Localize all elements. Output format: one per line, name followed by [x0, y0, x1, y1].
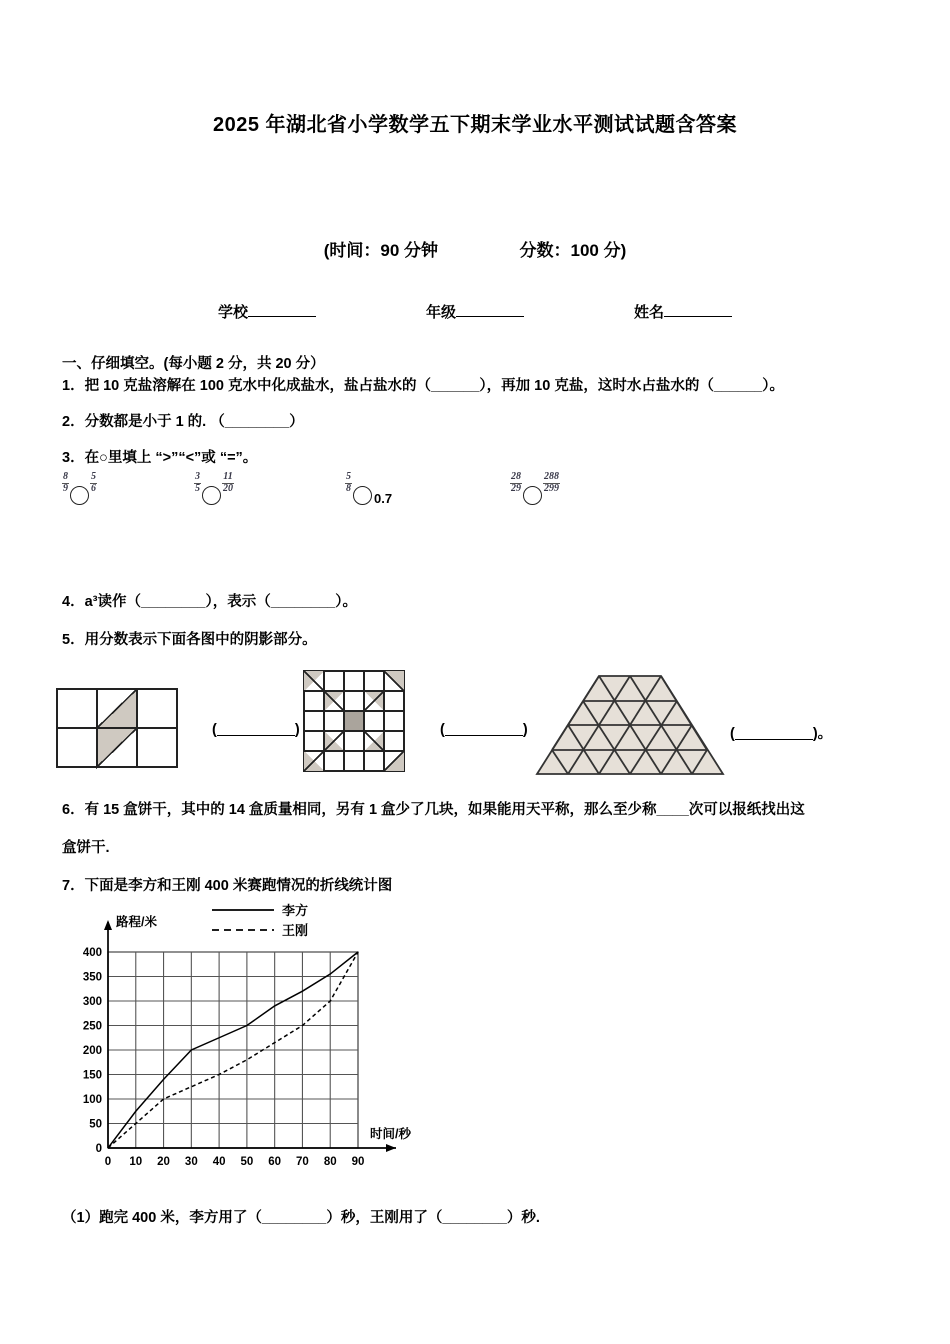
figure-triangle-trapezoid: [535, 674, 725, 786]
question-7-sub1: （1）跑完 400 米，李方用了（________）秒，王刚用了（________）秒.: [62, 1210, 540, 1226]
field-name-input[interactable]: [664, 316, 732, 317]
comparison-circle-4[interactable]: [523, 486, 542, 505]
svg-text:王刚: 王刚: [282, 923, 309, 938]
student-id-fields: [0, 301, 950, 322]
figure-3-answer-blank[interactable]: ( )。: [730, 726, 833, 742]
field-school-label: 学校: [217, 304, 248, 321]
comparison-row: [62, 471, 762, 536]
svg-text:80: 80: [323, 1156, 337, 1168]
fraction-left-3: $\frac{5}{8}$: [346, 471, 351, 494]
question-3: 3．在○里填上 “>”“<”或 “=”。: [62, 450, 258, 466]
field-school-input[interactable]: [248, 316, 316, 317]
figure-1-answer-blank[interactable]: ( ): [212, 722, 300, 738]
section-one-heading: 一、仔细填空。(每小题 2 分，共 20 分）: [62, 356, 325, 372]
question-4: 4．a³读作（________），表示（________）。: [62, 594, 357, 610]
figure-1-blank[interactable]: [217, 735, 295, 736]
figure-2-blank[interactable]: [445, 735, 523, 736]
question-7: 7．下面是李方和王刚 400 米赛跑情况的折线统计图: [62, 878, 393, 894]
comparison-item-2: [194, 471, 234, 498]
fraction-left-2: $\frac{3}{5}$: [195, 471, 200, 494]
exam-score-label: 分数：100 分): [519, 241, 627, 260]
comparison-item-1: [62, 471, 97, 498]
svg-text:20: 20: [157, 1156, 170, 1168]
question-1: 1．把 10 克盐溶解在 100 克水中化成盐水，盐占盐水的（______），再加 10 克盐，这时水占盐水的（______）。: [62, 378, 784, 394]
exam-time-label: (时间：90 分钟: [323, 241, 439, 260]
svg-text:路程/米: 路程/米: [116, 915, 157, 929]
svg-text:0: 0: [104, 1156, 112, 1168]
chart-svg: [62, 900, 462, 1190]
comparison-circle-2[interactable]: [202, 486, 221, 505]
fraction-right-2: $\frac{11}{20}$: [223, 471, 233, 494]
field-grade: [426, 301, 524, 322]
line-chart: [62, 900, 462, 1190]
fraction-right-1: $\frac{5}{6}$: [91, 471, 96, 494]
comparison-item-3: [345, 471, 393, 506]
figure-grid-3x2: [56, 688, 196, 788]
field-name: [634, 301, 732, 322]
svg-text:90: 90: [351, 1156, 365, 1168]
question-5: 5．用分数表示下面各图中的阴影部分。: [62, 632, 317, 648]
svg-text:50: 50: [240, 1156, 254, 1168]
svg-text:200: 200: [82, 1045, 102, 1057]
exam-info: [0, 236, 950, 261]
fraction-left-1: $\frac{8}{9}$: [63, 471, 68, 494]
figure-grid-5x5: [303, 670, 418, 780]
decimal-value-3: 0.7: [374, 491, 393, 506]
comparison-item-4: [510, 471, 560, 498]
field-grade-input[interactable]: [456, 316, 524, 317]
svg-text:250: 250: [82, 1020, 102, 1033]
page-title: 2025 年湖北省小学数学五下期末学业水平测试试题含答案: [212, 114, 738, 136]
field-grade-label: 年级: [425, 304, 456, 321]
svg-text:60: 60: [268, 1156, 282, 1168]
svg-text:30: 30: [184, 1156, 198, 1168]
comparison-circle-1[interactable]: [70, 486, 89, 505]
svg-text:150: 150: [82, 1069, 102, 1082]
comparison-circle-3[interactable]: [353, 486, 372, 505]
svg-text:300: 300: [82, 996, 102, 1008]
svg-text:70: 70: [296, 1156, 309, 1168]
svg-text:李方: 李方: [282, 903, 309, 918]
svg-text:40: 40: [212, 1156, 226, 1168]
figure-3-blank[interactable]: [735, 739, 813, 740]
question-5-figures: [0, 660, 950, 790]
svg-text:100: 100: [82, 1094, 102, 1106]
svg-text:400: 400: [82, 947, 102, 959]
question-6-line1: 6．有 15 盒饼干，其中的 14 盒质量相同，另有 1 盒少了几块，如果能用天平称，那么至少称____次可以报纸找出这: [62, 802, 805, 818]
svg-text:10: 10: [129, 1156, 143, 1168]
fraction-right-4: $\frac{288}{299}$: [544, 471, 559, 494]
svg-text:350: 350: [82, 971, 102, 984]
question-6-line2: 盒饼干.: [62, 840, 110, 856]
svg-text:0: 0: [95, 1143, 102, 1155]
figure-2-answer-blank[interactable]: ( ): [440, 722, 528, 738]
question-2: 2．分数都是小于 1 的. （________）: [62, 414, 304, 430]
fraction-left-4: $\frac{28}{29}$: [511, 471, 521, 494]
field-name-label: 姓名: [634, 304, 665, 321]
field-school: [218, 301, 316, 322]
svg-text:时间/秒: 时间/秒: [370, 1127, 411, 1141]
svg-text:50: 50: [89, 1118, 102, 1131]
